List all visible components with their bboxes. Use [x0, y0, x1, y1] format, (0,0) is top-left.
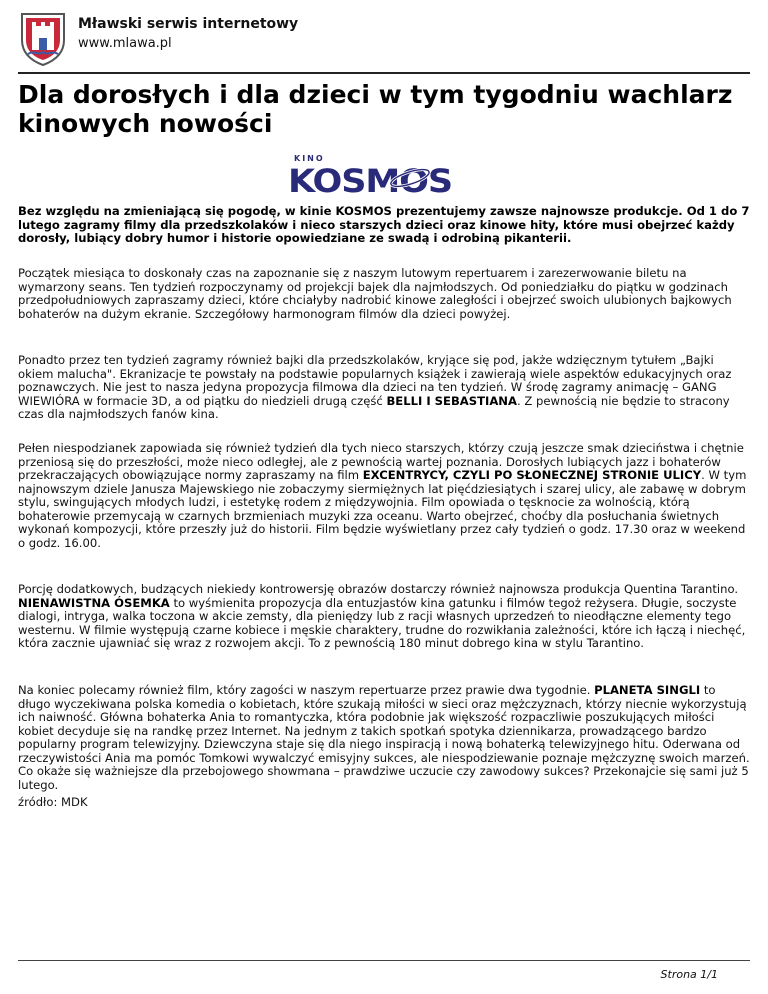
article-title: Dla dorosłych i dla dzieci w tym tygodniu wachlarz kinowych nowości	[18, 80, 733, 138]
paragraph-text: Na koniec polecamy również film, który zagości w naszym repertuarze przez prawie dwa tygodnie.	[18, 683, 595, 697]
paragraph-text: Ponadto przez ten tydzień zagramy również bajki dla przedszkolaków, kryjące się pod, jakże wdzięcznym tytułem „Bajki okiem malucha". Ekranizacje te powstały na podstawie popularnych książek i zawierają wiele aspektów edukacyjnych oraz poznawczych. Nie jest to nasza jedyna propozycja filmowa dla dzieci na ten tydzień. W środę zagramy animację – GANG WIEWIÓRA w formacie 3D, a od piątku do niedzieli drugą część	[18, 353, 732, 408]
footer-divider	[18, 960, 750, 961]
paragraph-text: to wyśmienita propozycja dla entuzjastów kina gatunku i filmów tegoż reżysera. Długie, soczyste dialogi, intryga, walka toczona w akcie zemsty, dla pieniędzy lub z racji własnych uprzedzeń to nieodłączne elementy tego westernu. W filmie występują czarne kobiece i męskie charaktery, trudne do rozwikłania zależności, które ich łączą i niechęć, która zacznie ujawniać się wraz z rozwojem akcji. To z pewnością 180 minut dobrego kina w stylu Tarantino.	[18, 595, 746, 650]
site-url[interactable]: www.mlawa.pl	[78, 36, 172, 51]
kino-kosmos-logo	[286, 150, 454, 196]
article-source: źródło: MDK	[18, 795, 88, 809]
article-paragraph	[18, 442, 750, 550]
header-divider	[18, 72, 750, 74]
site-header	[18, 10, 750, 74]
paragraph-text: . W tym najnowszym dziele Janusza Majewskiego nie zobaczymy siermiężnych lat pięćdziesiątych i szarej ulicy, ale zabawę w dobrym stylu, swingujących młodych ludzi, i estetykę rodem z międzywojnia. Film opowiada o tęsknocie za wolnością, którą bohaterowie przemycają w czarnych brzmieniach muzyki zza oceanu. Warto obejrzeć, choćby dla posłuchania świetnych wykonań kompozycji, które przeszły już do historii. Film będzie wyświetlany przez cały tydzień o godz. 17.30 oraz w weekend o godz. 16.00.	[18, 468, 747, 550]
site-title: Mławski serwis internetowy	[78, 16, 299, 32]
article-paragraph	[18, 583, 750, 651]
paragraph-text: to długo wyczekiwana polska komedia o kobietach, które szukają miłości w sieci oraz mężczyznach, którzy niecnie wykorzystują ich naiwność. Główna bohaterka Ania to romantyczka, która podobnie jak większość rozpaczliwie poszukujących miłości kobiet decyduje się na randkę przez Internet. Na jednym z takich spotkań spotyka dziennikarza, prowadzącego bardzo popularny program telewizyjny. Dziewczyna staje się dla niego inspiracją i nową bohaterką telewizyjnego hitu. Oderwana od rzeczywistości Ania ma pomóc Tomkowi wywalczyć emisyjny sukces, ale niespodziewanie poznaje mężczyznę swoich marzeń. Co okaże się ważniejsze dla przebojowego showmana – prawdziwe uczucie czy zawodowy sukces? Przekonajcie się sami już 5 lutego.	[18, 683, 750, 792]
paragraph-text: Porcję dodatkowych, budzących niekiedy kontrowersję obrazów dostarczy również najnowsza produkcja Quentina Tarantino.	[18, 582, 739, 596]
paragraph-text: . Z pewnością nie będzie to stracony czas dla najmłodszych fanów kina.	[18, 393, 730, 421]
article-paragraph	[18, 354, 750, 422]
article-paragraph: Początek miesiąca to doskonały czas na zapoznanie się z naszym lutowym repertuarem i zarezerwowanie biletu na wymarzony seans. Ten tydzień rozpoczynamy od projekcji bajek dla najmłodszych. Od poniedziałku do piątku w godzinach przedpołudniowych zapraszamy dzieci, które chciałyby nadrobić kinowe zaległości i obejrzeć swoich ulubionych bajkowych bohaterów na dużym ekranie. Szczegółowy harmonogram filmów dla dzieci powyżej.	[18, 266, 732, 321]
logo-small-text: KINO	[294, 154, 325, 163]
film-title: EXCENTRYCY, CZYLI PO SŁONECZNEJ STRONIE ULICY	[362, 468, 702, 482]
paragraph-text: Pełen niespodzianek zapowiada się również tydzień dla tych nieco starszych, którzy czują jeszcze smak dzieciństwa i chętnie przeniosą się do przeszłości, może nieco odległej, ale z pewnością wartej poznania. Dorosłych lubiących jazz i bohaterów przekraczających obowiązujące normy zapraszamy na film	[18, 441, 744, 482]
article-lead: Bez względu na zmieniającą się pogodę, w kinie KOSMOS prezentujemy zawsze najnowsze produkcje. Od 1 do 7 lutego zagramy filmy dla przedszkolaków i nieco starszych dzieci oraz kinowe hity, które musi obejrzeć każdy dorosły, lubiący dobry humor i historie opowiedziane ze swadą i odrobiną pikanterii.	[18, 204, 750, 245]
film-title: PLANETA SINGLI	[594, 683, 701, 697]
film-title: BELLI I SEBASTIANA	[386, 393, 517, 408]
page-number: Strona 1/1	[660, 968, 718, 981]
film-title: NIENAWISTNA ÓSEMKA	[18, 595, 170, 610]
article-paragraph	[18, 684, 750, 792]
mlawa-coat-of-arms-icon	[18, 10, 68, 66]
logo-large-text: KOSMOS	[288, 162, 452, 196]
